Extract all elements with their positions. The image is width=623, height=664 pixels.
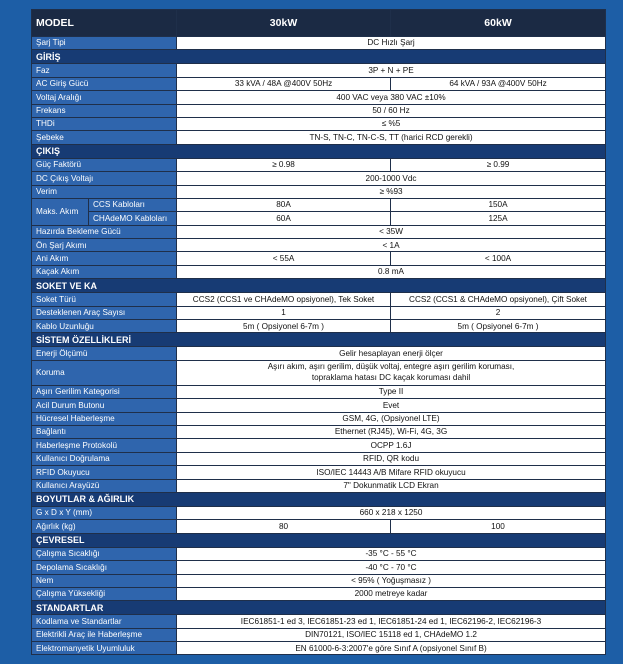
row-label: Kodlama ve Standartlar (32, 615, 177, 628)
table-row (32, 37, 606, 50)
table-row (32, 628, 606, 641)
row-label: Şarj Tipi (32, 37, 177, 50)
row-value: IEC61851-1 ed 3, IEC61851-23 ed 1, IEC61851-24 ed 1, IEC62196-2, IEC62196-3 (177, 615, 606, 628)
koruma-line-1: Aşırı akım, aşırı gerilim, düşük voltaj, entegre aşırı gerilim koruması, (267, 362, 515, 372)
row-value: DC Hızlı Şarj (177, 37, 606, 50)
row-value-60: 5m ( Opsiyonel 6-7m ) (391, 320, 606, 333)
sub-label: CHAdeMO Kabloları (89, 212, 177, 225)
row-label: Frekans (32, 104, 177, 117)
row-label: DC Çıkış Voltajı (32, 172, 177, 185)
row-label: Maks. Akım (32, 198, 89, 225)
table-header (32, 10, 606, 37)
section-header (32, 492, 606, 506)
row-label: Elektromanyetik Uyumluluk (32, 642, 177, 655)
table-row (32, 185, 606, 198)
row-value: DIN70121, ISO/IEC 15118 ed 1, CHAdeMO 1.2 (177, 628, 606, 641)
table-row (32, 547, 606, 560)
table-row (32, 77, 606, 90)
row-value: < 1A (177, 239, 606, 252)
row-value-30: 60A (177, 212, 391, 225)
row-label: Koruma (32, 360, 177, 385)
table-row (32, 466, 606, 479)
table-row (32, 293, 606, 306)
row-value-60: ≥ 0.99 (391, 158, 606, 171)
section-title-sistem: SİSTEM ÖZELLİKLERİ (32, 333, 606, 347)
table-row (32, 347, 606, 360)
row-value-30: 1 (177, 306, 391, 319)
row-label: THDi (32, 117, 177, 130)
row-label: Acil Durum Butonu (32, 399, 177, 412)
table-row (32, 479, 606, 492)
row-value: RFID, QR kodu (177, 452, 606, 465)
table-row (32, 574, 606, 587)
section-title-giris: GİRİŞ (32, 50, 606, 64)
row-value: 7" Dokunmatik LCD Ekran (177, 479, 606, 492)
row-label: Kaçak Akım (32, 265, 177, 278)
row-value: Evet (177, 399, 606, 412)
table-row (32, 439, 606, 452)
row-value: 2000 metreye kadar (177, 587, 606, 600)
row-value: -40 °C - 70 °C (177, 561, 606, 574)
section-title-standart: STANDARTLAR (32, 601, 606, 615)
table-row (32, 91, 606, 104)
row-value-60: 64 kVA / 93A @400V 50Hz (391, 77, 606, 90)
sub-label: CCS Kabloları (89, 198, 177, 211)
row-label: Haberleşme Protokolü (32, 439, 177, 452)
row-value-60: 150A (391, 198, 606, 211)
section-header (32, 279, 606, 293)
row-label: Elektrikli Araç ile Haberleşme (32, 628, 177, 641)
row-value: Ethernet (RJ45), Wi-Fi, 4G, 3G (177, 425, 606, 438)
row-value: EN 61000-6-3:2007'e göre Sınıf A (opsiyonel Sınıf B) (177, 642, 606, 655)
header-60kw: 60kW (391, 10, 606, 37)
table-row (32, 212, 606, 225)
row-label: Nem (32, 574, 177, 587)
row-value: OCPP 1.6J (177, 439, 606, 452)
row-value (177, 360, 606, 385)
table-row (32, 239, 606, 252)
table-row (32, 385, 606, 398)
row-value-30: 33 kVA / 48A @400V 50Hz (177, 77, 391, 90)
row-label: Kablo Uzunluğu (32, 320, 177, 333)
table-row (32, 452, 606, 465)
row-value: 3P + N + PE (177, 64, 606, 77)
row-label: Hücresel Haberleşme (32, 412, 177, 425)
table-row (32, 642, 606, 655)
row-value-30: 80 (177, 520, 391, 533)
row-value-60: 2 (391, 306, 606, 319)
table-row (32, 412, 606, 425)
table-row (32, 587, 606, 600)
row-value: 400 VAC veya 380 VAC ±10% (177, 91, 606, 104)
row-value-30: ≥ 0.98 (177, 158, 391, 171)
row-value: Type II (177, 385, 606, 398)
row-label: Faz (32, 64, 177, 77)
row-label: AC Giriş Gücü (32, 77, 177, 90)
row-value-60: 125A (391, 212, 606, 225)
row-label: Hazırda Bekleme Gücü (32, 225, 177, 238)
section-title-cikis: ÇIKIŞ (32, 144, 606, 158)
row-value: ≤ %5 (177, 117, 606, 130)
row-label: Soket Türü (32, 293, 177, 306)
row-label: Aşırı Gerilim Kategorisi (32, 385, 177, 398)
row-label: Depolama Sıcaklığı (32, 561, 177, 574)
section-title-cevresel: ÇEVRESEL (32, 533, 606, 547)
row-value-30: 80A (177, 198, 391, 211)
section-header (32, 50, 606, 64)
row-value-30: < 55A (177, 252, 391, 265)
table-row (32, 64, 606, 77)
table-row (32, 506, 606, 519)
row-label: Voltaj Aralığı (32, 91, 177, 104)
row-value: < 95% ( Yoğuşmasız ) (177, 574, 606, 587)
row-value: -35 °C - 55 °C (177, 547, 606, 560)
row-label: Kullanıcı Doğrulama (32, 452, 177, 465)
spec-table (31, 9, 605, 655)
row-label: RFID Okuyucu (32, 466, 177, 479)
section-header (32, 333, 606, 347)
row-label: Çalışma Sıcaklığı (32, 547, 177, 560)
table-row (32, 117, 606, 130)
row-value-60: CCS2 (CCS1 & CHAdeMO opsiyonel), Çift Soket (391, 293, 606, 306)
section-header (32, 144, 606, 158)
table-row (32, 320, 606, 333)
table-row (32, 198, 606, 211)
row-value: ≥ %93 (177, 185, 606, 198)
row-value: < 35W (177, 225, 606, 238)
row-value-60: < 100A (391, 252, 606, 265)
table-row (32, 172, 606, 185)
table-row (32, 399, 606, 412)
row-label: G x D x Y (mm) (32, 506, 177, 519)
section-header (32, 533, 606, 547)
table-row (32, 615, 606, 628)
row-label: Güç Faktörü (32, 158, 177, 171)
row-label: Bağlantı (32, 425, 177, 438)
model-header: MODEL (32, 10, 177, 37)
row-value: GSM, 4G, (Opsiyonel LTE) (177, 412, 606, 425)
table-row (32, 225, 606, 238)
row-label: Ön Şarj Akımı (32, 239, 177, 252)
table-row (32, 265, 606, 278)
row-value: 0.8 mA (177, 265, 606, 278)
row-value-30: 5m ( Opsiyonel 6-7m ) (177, 320, 391, 333)
row-label: Çalışma Yüksekliği (32, 587, 177, 600)
row-label: Şebeke (32, 131, 177, 144)
row-label: Ani Akım (32, 252, 177, 265)
section-title-soket: SOKET VE KA (32, 279, 606, 293)
table-row (32, 104, 606, 117)
table-row (32, 561, 606, 574)
row-label: Desteklenen Araç Sayısı (32, 306, 177, 319)
row-value: Gelir hesaplayan enerji ölçer (177, 347, 606, 360)
row-label: Ağırlık (kg) (32, 520, 177, 533)
header-30kw: 30kW (177, 10, 391, 37)
row-value: 200-1000 Vdc (177, 172, 606, 185)
koruma-line-2: topraklama hatası DC kaçak koruması dahil (311, 372, 471, 382)
table-row (32, 425, 606, 438)
section-title-boyut: BOYUTLAR & AĞIRLIK (32, 492, 606, 506)
row-label: Kullanıcı Arayüzü (32, 479, 177, 492)
row-value: 50 / 60 Hz (177, 104, 606, 117)
table-row (32, 306, 606, 319)
section-header (32, 601, 606, 615)
row-label: Enerji Ölçümü (32, 347, 177, 360)
table-row (32, 520, 606, 533)
row-value-60: 100 (391, 520, 606, 533)
table-row (32, 131, 606, 144)
row-value: 660 x 218 x 1250 (177, 506, 606, 519)
row-value: TN-S, TN-C, TN-C-S, TT (harici RCD gerekli) (177, 131, 606, 144)
row-label: Verim (32, 185, 177, 198)
row-value-30: CCS2 (CCS1 ve CHAdeMO opsiyonel), Tek Soket (177, 293, 391, 306)
table-row (32, 158, 606, 171)
row-value: ISO/IEC 14443 A/B Mifare RFID okuyucu (177, 466, 606, 479)
table-row (32, 360, 606, 385)
table-row (32, 252, 606, 265)
